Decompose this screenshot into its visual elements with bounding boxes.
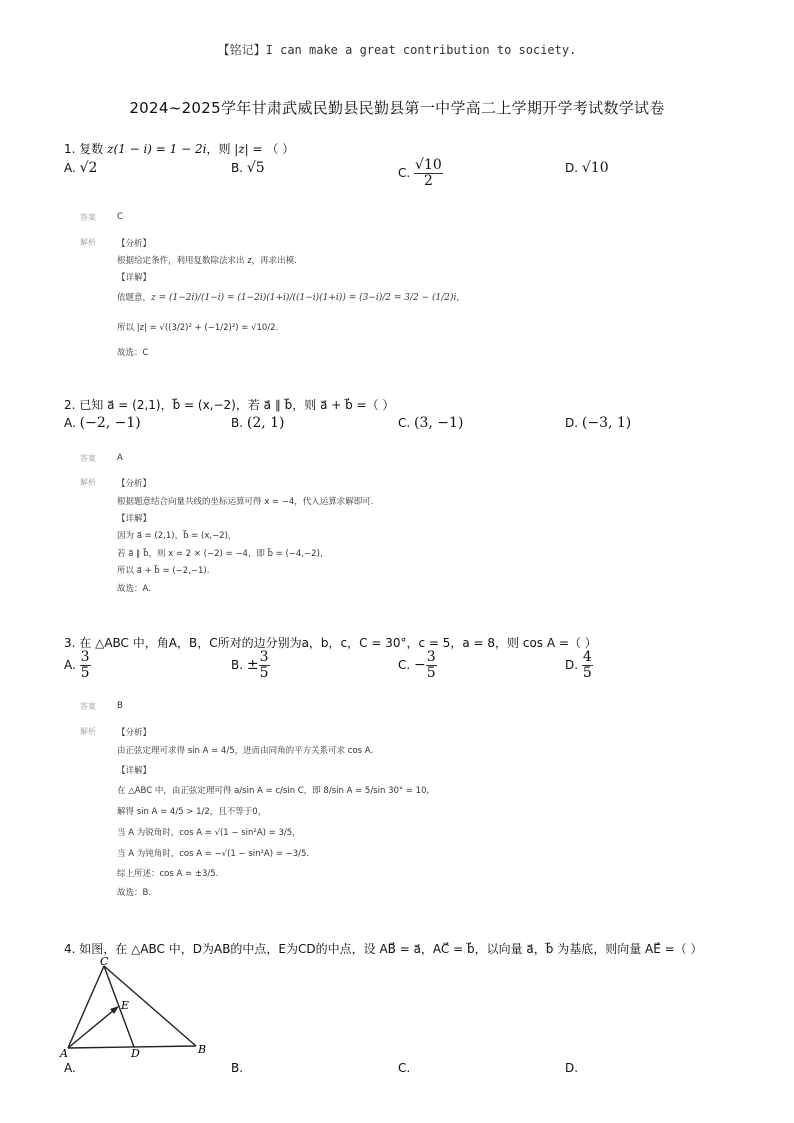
option-d[interactable]	[565, 160, 609, 176]
option-d[interactable]	[565, 650, 593, 680]
analysis-line: 故选：B.	[117, 888, 152, 898]
option-b[interactable]	[231, 650, 270, 680]
answer-value: B	[117, 701, 123, 711]
answer-value: C	[117, 212, 123, 222]
analysis-line: 由正弦定理可求得 sin A = 4/5，进而由同角的平方关系可求 cos A.	[117, 746, 374, 756]
analysis-formula: z = (1−2i)/(1−i) = (1−2i)(1+i)/((1−i)(1+i)) = (3−i)/2 = 3/2 − (1/2)i,	[151, 293, 460, 303]
analysis-label: 解析	[80, 238, 96, 247]
label-e: E	[121, 999, 130, 1012]
question-number: 2.	[64, 398, 76, 412]
label-b: B	[198, 1043, 207, 1056]
option-letter: C.	[398, 658, 411, 673]
stem-text: 已知 a⃗ = (2,1)，b⃗ = (x,−2)，若 a⃗ ∥ b⃗，则 a⃗ + b⃗ =（ ）	[79, 398, 395, 412]
label-a: A	[60, 1047, 68, 1060]
answer-label: 答案	[80, 213, 96, 222]
vector-ae	[68, 1010, 114, 1048]
option-fraction	[426, 650, 437, 680]
option-a[interactable]: A.	[64, 1061, 76, 1075]
answer-value: A	[117, 453, 123, 463]
stem-text: ，则	[206, 142, 231, 156]
option-letter: D.	[565, 658, 579, 673]
option-letter: D.	[565, 416, 579, 430]
analysis-heading: 【详解】	[117, 766, 152, 776]
stem-text: 复数	[79, 142, 104, 156]
side-cb	[104, 966, 196, 1046]
analysis-text: 依题意，	[117, 293, 152, 303]
analysis-line: 解得 sin A = 4/5 > 1/2，且不等于0，	[117, 807, 267, 817]
stem-math: z(1 − i) = 1 − 2i	[107, 142, 207, 156]
option-letter: A.	[64, 658, 76, 673]
numerator: 3	[259, 649, 269, 665]
option-value: (−2, −1)	[79, 415, 141, 431]
triangle-figure	[58, 956, 218, 1060]
option-fraction	[582, 650, 593, 680]
option-a[interactable]	[64, 650, 91, 680]
question-number: 1.	[64, 142, 76, 156]
option-c[interactable]: C.	[398, 1061, 411, 1075]
analysis-line: 根据给定条件，利用复数除法求出 z，再求出模.	[117, 256, 297, 266]
option-a[interactable]	[64, 160, 97, 176]
analysis-line: 当 A 为锐角时，cos A = √(1 − sin²A) = 3/5，	[117, 828, 301, 838]
analysis-label: 解析	[80, 727, 96, 736]
question-1-stem	[64, 140, 294, 157]
option-value: (3, −1)	[414, 415, 464, 431]
option-b[interactable]	[231, 160, 265, 176]
option-letter: B.	[231, 658, 244, 673]
option-a[interactable]	[64, 415, 141, 431]
option-letter: C.	[398, 166, 411, 181]
analysis-heading: 【详解】	[117, 273, 152, 283]
label-c: C	[100, 956, 109, 968]
option-c[interactable]	[398, 415, 463, 431]
option-fraction	[414, 158, 443, 188]
question-number: 4.	[64, 942, 76, 956]
question-number: 3.	[64, 636, 76, 650]
option-fraction	[259, 650, 270, 680]
analysis-line: 故选：A.	[117, 584, 151, 594]
option-d[interactable]: D.	[565, 1061, 579, 1075]
question-2-stem	[64, 396, 394, 413]
denominator: 5	[80, 664, 90, 681]
option-c[interactable]	[398, 158, 443, 188]
denominator: 5	[426, 664, 436, 681]
option-b[interactable]	[231, 415, 285, 431]
denominator: 5	[582, 664, 592, 681]
analysis-line: 因为 a⃗ = (2,1)，b⃗ = (x,−2)，	[117, 531, 237, 541]
analysis-line: 所以 a⃗ + b⃗ = (−2,−1).	[117, 566, 210, 576]
option-value: √5	[246, 160, 265, 176]
option-letter: B.	[231, 416, 244, 430]
answer-label: 答案	[80, 454, 96, 463]
analysis-heading: 【分析】	[117, 479, 152, 489]
label-d: D	[131, 1047, 140, 1060]
stem-math: |z| =	[234, 142, 263, 156]
option-letter: A.	[64, 161, 76, 175]
answer-label: 答案	[80, 702, 96, 711]
option-c[interactable]	[398, 650, 437, 680]
denominator: 5	[259, 664, 269, 681]
question-4-stem	[64, 940, 703, 957]
option-sign: −	[414, 657, 426, 674]
analysis-line	[117, 291, 459, 303]
question-3-stem	[64, 634, 597, 651]
option-letter: B.	[231, 161, 244, 175]
numerator: 3	[80, 649, 90, 665]
option-value: √2	[79, 160, 98, 176]
motto: 【铭记】I can make a great contribution to society.	[217, 43, 577, 57]
option-d[interactable]	[565, 415, 631, 431]
analysis-line: 在 △ABC 中，由正弦定理可得 a/sin A = c/sin C，即 8/sin A = 5/sin 30° = 10,	[117, 786, 430, 796]
option-value: (2, 1)	[246, 415, 285, 431]
denominator: 2	[423, 172, 433, 189]
page-title: 2024~2025学年甘肃武威民勤县民勤县第一中学高二上学期开学考试数学试卷	[129, 99, 665, 117]
analysis-line: 故选：C	[117, 348, 149, 358]
option-value: √10	[581, 160, 609, 176]
stem-text: （ ）	[266, 142, 295, 156]
option-fraction	[80, 650, 91, 680]
analysis-line: 若 a⃗ ∥ b⃗，则 x = 2 × (−2) = −4，即 b⃗ = (−4,−2)，	[117, 549, 329, 559]
option-sign: ±	[246, 657, 259, 674]
analysis-line: 当 A 为钝角时，cos A = −√(1 − sin²A) = −3/5.	[117, 849, 310, 859]
analysis-heading: 【分析】	[117, 728, 152, 738]
option-letter: A.	[64, 416, 76, 430]
side-ac	[68, 966, 104, 1048]
numerator: 3	[426, 649, 436, 665]
stem-text: 在 △ABC 中，角A，B，C所对的边分别为a，b，c，C = 30°，c = 5，a = 8，则 cos A =（ ）	[79, 636, 597, 650]
analysis-heading: 【详解】	[117, 514, 152, 524]
option-letter: C.	[398, 416, 411, 430]
numerator: 4	[582, 649, 592, 665]
analysis-line: 所以 |z| = √((3/2)² + (−1/2)²) = √10/2.	[117, 323, 279, 333]
option-b[interactable]: B.	[231, 1061, 244, 1075]
analysis-heading: 【分析】	[117, 239, 152, 249]
option-letter: D.	[565, 161, 579, 175]
stem-text: 如图，在 △ABC 中，D为AB的中点，E为CD的中点，设 AB⃗ = a⃗，AC⃗ = b⃗，以向量 a⃗，b⃗ 为基底，则向量 AE⃗ =（ ）	[79, 942, 703, 956]
analysis-line: 根据题意结合向量共线的坐标运算可得 x = −4，代入运算求解即可.	[117, 497, 374, 507]
analysis-line: 综上所述：cos A = ±3/5.	[117, 869, 219, 879]
numerator: √10	[415, 157, 442, 173]
option-value: (−3, 1)	[581, 415, 632, 431]
analysis-label: 解析	[80, 478, 96, 487]
